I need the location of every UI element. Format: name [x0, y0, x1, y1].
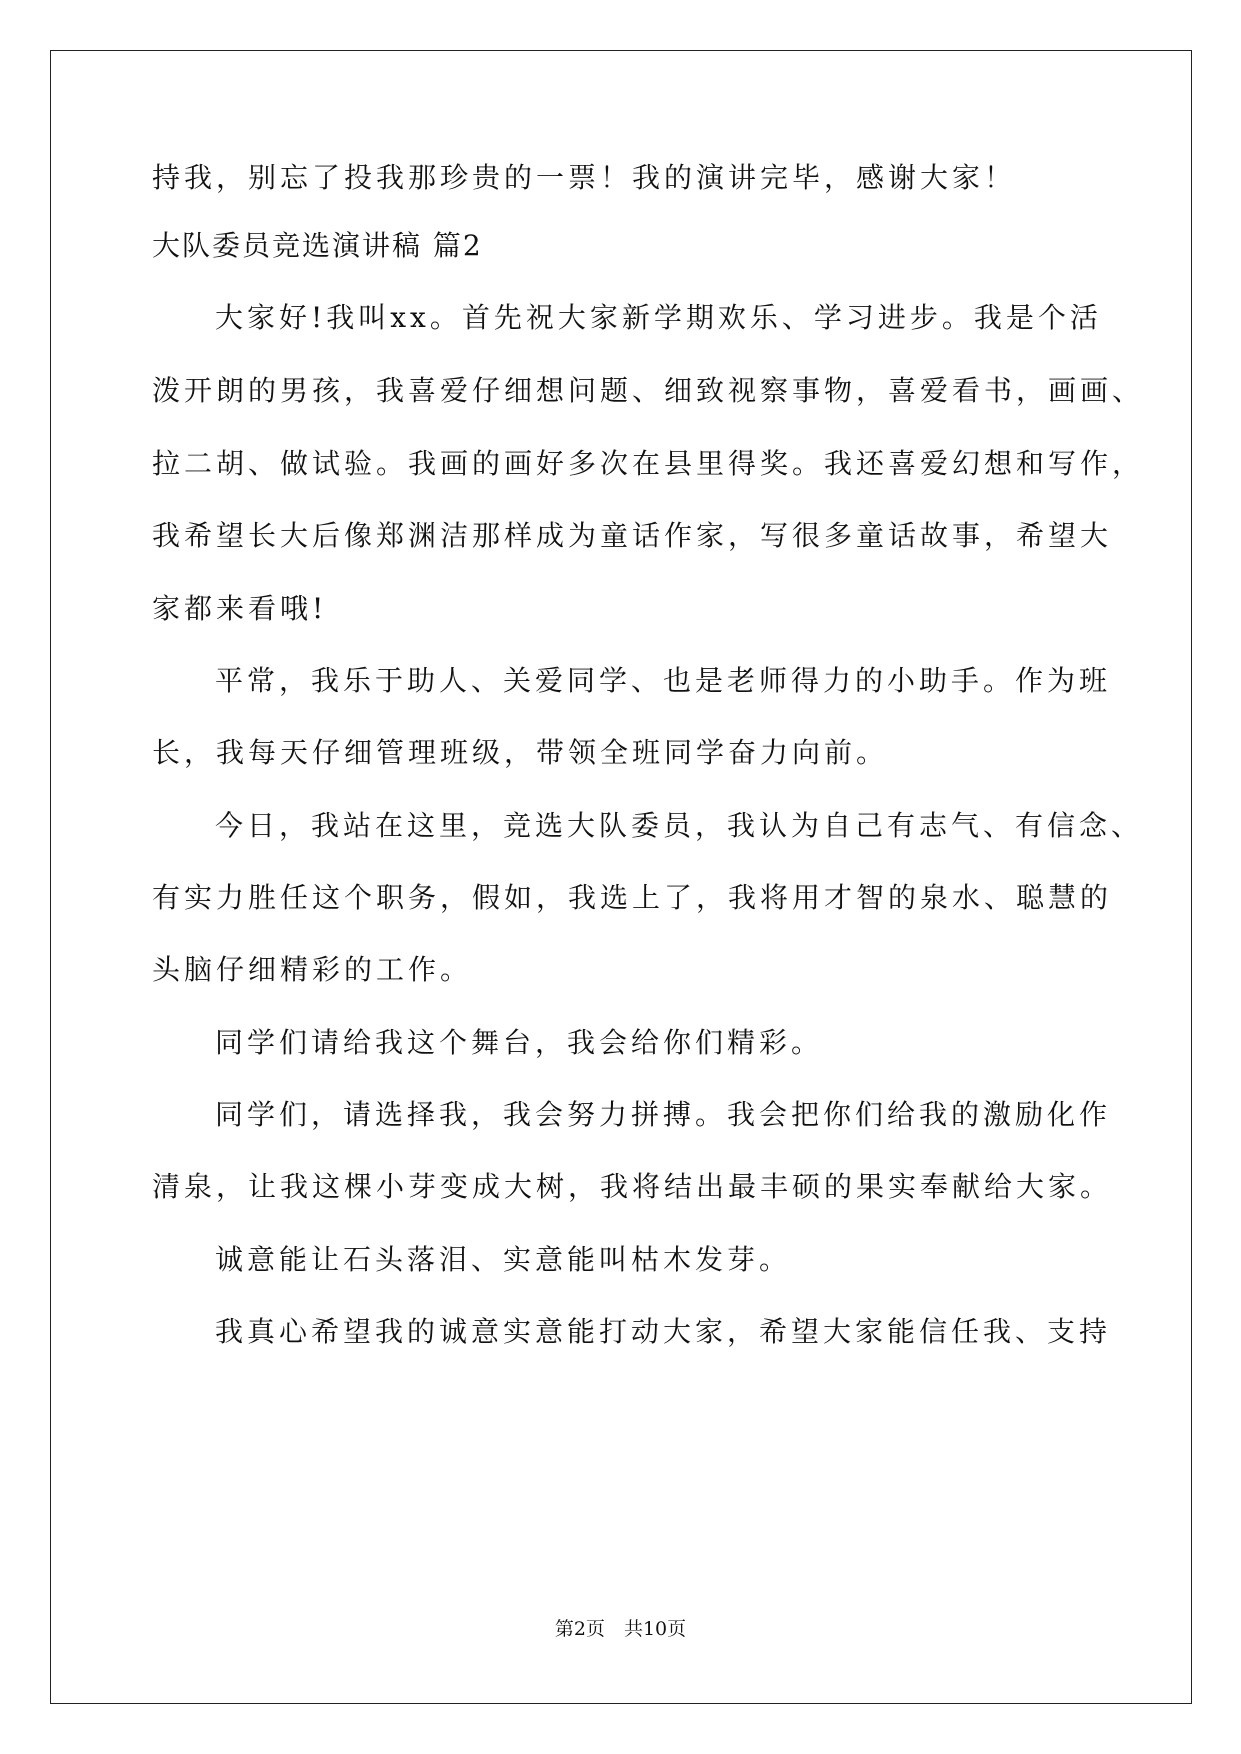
text-line: 长，我每天仔细管理班级，带领全班同学奋力向前。	[152, 736, 889, 769]
section-heading: 大队委员竞选演讲稿 篇2	[152, 229, 483, 262]
page-number-footer: 第2页 共10页	[554, 1618, 687, 1640]
text-line: 我希望长大后像郑渊洁那样成为童话作家，写很多童话故事，希望大	[152, 519, 1113, 552]
text-line: 拉二胡、做试验。我画的画好多次在县里得奖。我还喜爱幻想和写作，	[152, 447, 1145, 480]
text-line: 头脑仔细精彩的工作。	[152, 953, 473, 986]
text-line: 有实力胜任这个职务，假如，我选上了，我将用才智的泉水、聪慧的	[152, 881, 1113, 914]
text-line: 诚意能让石头落泪、实意能叫枯木发芽。	[215, 1243, 792, 1276]
text-line: 我真心希望我的诚意实意能打动大家，希望大家能信任我、支持	[215, 1315, 1112, 1348]
text-line: 平常，我乐于助人、关爱同学、也是老师得力的小助手。作为班	[215, 664, 1112, 697]
text-line: 大家好!我叫xx。首先祝大家新学期欢乐、学习进步。我是个活	[215, 301, 1102, 334]
text-line: 同学们请给我这个舞台，我会给你们精彩。	[215, 1026, 824, 1059]
text-line: 泼开朗的男孩，我喜爱仔细想问题、细致视察事物，喜爱看书，画画、	[152, 374, 1145, 407]
text-line: 同学们，请选择我，我会努力拼搏。我会把你们给我的激励化作	[215, 1098, 1112, 1131]
text-line: 家都来看哦!	[152, 592, 328, 625]
text-line: 今日，我站在这里，竞选大队委员，我认为自己有志气、有信念、	[215, 809, 1144, 842]
text-line: 清泉，让我这棵小芽变成大树，我将结出最丰硕的果实奉献给大家。	[152, 1170, 1113, 1203]
text-line: 持我，别忘了投我那珍贵的一票！我的演讲完毕，感谢大家！	[152, 161, 1017, 194]
